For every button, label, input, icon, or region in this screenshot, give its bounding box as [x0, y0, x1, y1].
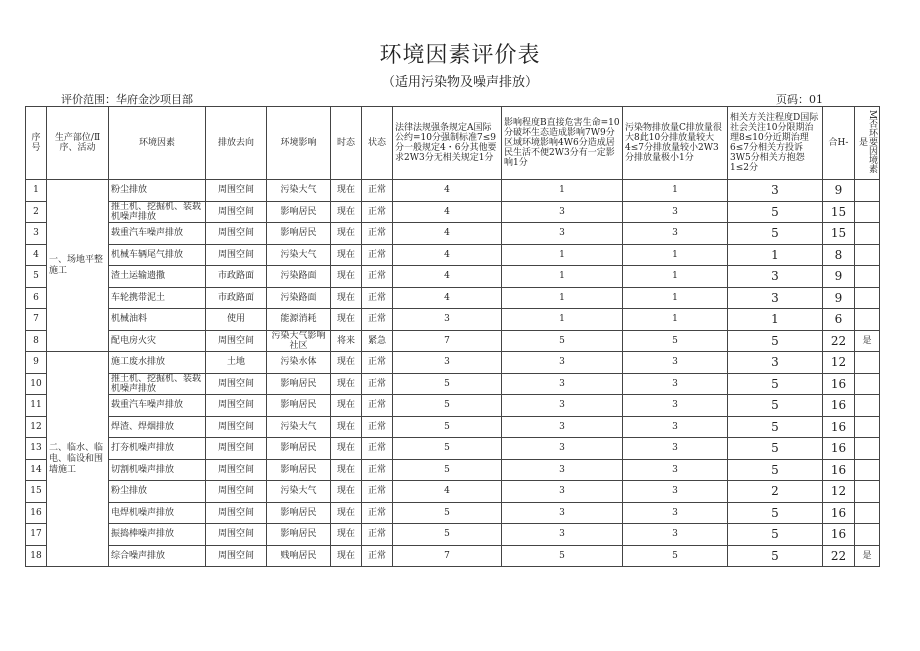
score-total: 8: [823, 244, 855, 266]
score-d: 1: [728, 244, 823, 266]
env-impact: 能源消耗: [267, 309, 331, 331]
score-b: 1: [502, 309, 623, 331]
header-criterion-b: 影响程度B直接危害生命=10分破坏生态造成影响7W9分区域环境影响4W6分造成居民生活不便2W3分有一定影响1分: [502, 107, 623, 180]
score-c: 3: [623, 395, 728, 417]
env-factor: 粉尘排放: [109, 481, 206, 503]
score-total: 16: [823, 502, 855, 524]
score-total: 9: [823, 287, 855, 309]
score-c: 3: [623, 373, 728, 395]
score-b: 3: [502, 459, 623, 481]
env-impact: 影响居民: [267, 524, 331, 546]
significant-flag: [855, 481, 880, 503]
score-d: 3: [728, 287, 823, 309]
score-d: 5: [728, 459, 823, 481]
row-number: 7: [26, 309, 47, 331]
state: 正常: [362, 438, 393, 460]
tense: 现在: [331, 502, 362, 524]
score-total: 16: [823, 373, 855, 395]
header-row: [26, 107, 880, 180]
tense: 现在: [331, 223, 362, 245]
score-c: 5: [623, 545, 728, 567]
tense: 现在: [331, 180, 362, 202]
tense: 现在: [331, 201, 362, 223]
score-d: 5: [728, 438, 823, 460]
significant-flag: 是: [855, 330, 880, 352]
group-label: 二、临水、临电、临设和围墙施工: [47, 352, 109, 567]
significant-flag: [855, 459, 880, 481]
env-factor: 粉尘排放: [109, 180, 206, 202]
tense: 现在: [331, 545, 362, 567]
score-d: 1: [728, 309, 823, 331]
state: 正常: [362, 395, 393, 417]
discharge-direction: 周围空间: [206, 201, 267, 223]
tense: 现在: [331, 287, 362, 309]
score-c: 3: [623, 223, 728, 245]
env-factor: 配电房火灾: [109, 330, 206, 352]
score-a: 5: [393, 373, 502, 395]
score-d: 3: [728, 180, 823, 202]
significant-flag: [855, 395, 880, 417]
state: 正常: [362, 459, 393, 481]
score-b: 3: [502, 223, 623, 245]
score-total: 16: [823, 395, 855, 417]
score-a: 4: [393, 201, 502, 223]
discharge-direction: 周围空间: [206, 395, 267, 417]
discharge-direction: 土地: [206, 352, 267, 374]
score-c: 1: [623, 309, 728, 331]
score-total: 12: [823, 481, 855, 503]
header-part: 生产部位/Ⅱ序、活动: [47, 107, 109, 180]
significant-flag: [855, 502, 880, 524]
score-total: 15: [823, 201, 855, 223]
score-a: 5: [393, 416, 502, 438]
env-impact: 影响居民: [267, 395, 331, 417]
env-impact: 影响居民: [267, 438, 331, 460]
row-number: 4: [26, 244, 47, 266]
score-c: 3: [623, 352, 728, 374]
score-a: 5: [393, 459, 502, 481]
tense: 现在: [331, 244, 362, 266]
table-row: [26, 287, 880, 309]
score-d: 5: [728, 524, 823, 546]
discharge-direction: 周围空间: [206, 180, 267, 202]
env-factor: 载重汽车噪声排放: [109, 223, 206, 245]
significant-flag: [855, 223, 880, 245]
score-d: 5: [728, 330, 823, 352]
row-number: 12: [26, 416, 47, 438]
page-number: 页码：01: [776, 93, 823, 106]
table-row: [26, 309, 880, 331]
env-factor: 施工废水排放: [109, 352, 206, 374]
score-c: 1: [623, 180, 728, 202]
row-number: 17: [26, 524, 47, 546]
score-a: 4: [393, 481, 502, 503]
score-total: 6: [823, 309, 855, 331]
header-criterion-a: 法律法规强条规定A国际公约=10分强制标准7≤9分一般规定4・6分其他要求2W3分无相关规定1分: [393, 107, 502, 180]
row-number: 6: [26, 287, 47, 309]
env-impact: 污染水体: [267, 352, 331, 374]
env-factor: 综合噪声排放: [109, 545, 206, 567]
discharge-direction: 市政路面: [206, 266, 267, 288]
score-a: 4: [393, 244, 502, 266]
score-a: 7: [393, 545, 502, 567]
env-factor: 推土机、挖掘机、装载机噪声排放: [109, 373, 206, 395]
state: 正常: [362, 266, 393, 288]
row-number: 18: [26, 545, 47, 567]
significant-flag: [855, 416, 880, 438]
score-a: 5: [393, 524, 502, 546]
discharge-direction: 周围空间: [206, 502, 267, 524]
score-total: 16: [823, 416, 855, 438]
tense: 现在: [331, 438, 362, 460]
env-factor: 渣土运输遗撒: [109, 266, 206, 288]
table-row: [26, 416, 880, 438]
discharge-direction: 周围空间: [206, 524, 267, 546]
state: 正常: [362, 309, 393, 331]
table-body: [26, 180, 880, 567]
row-number: 11: [26, 395, 47, 417]
env-impact: 影响居民: [267, 373, 331, 395]
score-c: 3: [623, 201, 728, 223]
scope-label: 评价范围：华府金沙项目部: [61, 93, 193, 106]
tense: 将来: [331, 330, 362, 352]
significant-flag: [855, 244, 880, 266]
score-b: 3: [502, 416, 623, 438]
tense: 现在: [331, 373, 362, 395]
env-factor: 推土机、挖掘机、装载机噪声排放: [109, 201, 206, 223]
env-impact: 影响居民: [267, 223, 331, 245]
discharge-direction: 周围空间: [206, 223, 267, 245]
state: 正常: [362, 373, 393, 395]
row-number: 8: [26, 330, 47, 352]
table-row: [26, 244, 880, 266]
env-impact: 污染大气: [267, 481, 331, 503]
score-d: 5: [728, 416, 823, 438]
env-factor: 焊渣、焊烟排放: [109, 416, 206, 438]
score-d: 5: [728, 223, 823, 245]
state: 正常: [362, 287, 393, 309]
discharge-direction: 周围空间: [206, 373, 267, 395]
group-label: 一、场地平整施工: [47, 180, 109, 352]
header-direction: 排放去向: [206, 107, 267, 180]
env-impact: 污染大气: [267, 180, 331, 202]
score-a: 4: [393, 180, 502, 202]
table-row: [26, 201, 880, 223]
score-c: 3: [623, 481, 728, 503]
score-total: 16: [823, 438, 855, 460]
score-a: 5: [393, 502, 502, 524]
score-a: 3: [393, 352, 502, 374]
significant-flag: [855, 287, 880, 309]
table-row: [26, 223, 880, 245]
significant-flag: [855, 201, 880, 223]
header-significant-label: M否环要因境素是: [857, 109, 877, 174]
env-impact: 污染路面: [267, 266, 331, 288]
score-total: 22: [823, 330, 855, 352]
row-number: 16: [26, 502, 47, 524]
score-total: 16: [823, 459, 855, 481]
discharge-direction: 周围空间: [206, 481, 267, 503]
tense: 现在: [331, 459, 362, 481]
row-number: 2: [26, 201, 47, 223]
env-factor: 机械油料: [109, 309, 206, 331]
score-b: 3: [502, 524, 623, 546]
score-b: 5: [502, 330, 623, 352]
score-c: 5: [623, 330, 728, 352]
env-impact: 污染大气影响社区: [267, 330, 331, 352]
significant-flag: [855, 524, 880, 546]
header-impact: 环境影响: [267, 107, 331, 180]
env-impact: 影响居民: [267, 201, 331, 223]
env-impact: 污染大气: [267, 416, 331, 438]
state: 正常: [362, 502, 393, 524]
env-factor: 打夯机噪声排放: [109, 438, 206, 460]
env-impact: 污染大气: [267, 244, 331, 266]
header-seq: 序号: [26, 107, 47, 180]
table-row: [26, 266, 880, 288]
score-b: 1: [502, 266, 623, 288]
tense: 现在: [331, 416, 362, 438]
score-total: 9: [823, 266, 855, 288]
score-d: 5: [728, 545, 823, 567]
table-row: [26, 330, 880, 352]
row-number: 1: [26, 180, 47, 202]
tense: 现在: [331, 524, 362, 546]
state: 正常: [362, 180, 393, 202]
env-factor: 振捣棒噪声排放: [109, 524, 206, 546]
env-factor: 电焊机噪声排放: [109, 502, 206, 524]
score-a: 7: [393, 330, 502, 352]
evaluation-table: [25, 106, 880, 567]
score-b: 1: [502, 287, 623, 309]
score-d: 5: [728, 502, 823, 524]
table-row: [26, 352, 880, 374]
row-number: 5: [26, 266, 47, 288]
score-b: 3: [502, 438, 623, 460]
tense: 现在: [331, 481, 362, 503]
score-d: 3: [728, 352, 823, 374]
score-total: 12: [823, 352, 855, 374]
score-c: 3: [623, 502, 728, 524]
significant-flag: 是: [855, 545, 880, 567]
env-impact: 污染路面: [267, 287, 331, 309]
env-factor: 载重汽车噪声排放: [109, 395, 206, 417]
state: 正常: [362, 416, 393, 438]
score-b: 3: [502, 395, 623, 417]
score-total: 16: [823, 524, 855, 546]
score-c: 1: [623, 244, 728, 266]
env-impact: 影响居民: [267, 502, 331, 524]
table-row: [26, 502, 880, 524]
score-total: 22: [823, 545, 855, 567]
score-b: 1: [502, 244, 623, 266]
env-factor: 切割机噪声排放: [109, 459, 206, 481]
table-row: [26, 524, 880, 546]
table-row: [26, 395, 880, 417]
score-total: 9: [823, 180, 855, 202]
row-number: 14: [26, 459, 47, 481]
page-title: 环境因素评价表: [379, 43, 541, 68]
score-d: 2: [728, 481, 823, 503]
score-b: 3: [502, 201, 623, 223]
state: 正常: [362, 201, 393, 223]
score-c: 1: [623, 287, 728, 309]
state: 正常: [362, 481, 393, 503]
row-number: 3: [26, 223, 47, 245]
score-d: 5: [728, 373, 823, 395]
discharge-direction: 周围空间: [206, 438, 267, 460]
table-row: [26, 481, 880, 503]
env-impact: 影响居民: [267, 459, 331, 481]
row-number: 13: [26, 438, 47, 460]
row-number: 9: [26, 352, 47, 374]
significant-flag: [855, 352, 880, 374]
discharge-direction: 市政路面: [206, 287, 267, 309]
env-impact: 贱响居民: [267, 545, 331, 567]
significant-flag: [855, 266, 880, 288]
tense: 现在: [331, 395, 362, 417]
score-c: 1: [623, 266, 728, 288]
discharge-direction: 使用: [206, 309, 267, 331]
score-b: 3: [502, 373, 623, 395]
score-a: 4: [393, 223, 502, 245]
header-state: 状态: [362, 107, 393, 180]
state: 正常: [362, 352, 393, 374]
table-row: [26, 373, 880, 395]
significant-flag: [855, 309, 880, 331]
header-significant: [855, 107, 880, 180]
score-b: 5: [502, 545, 623, 567]
header-factor: 环境因素: [109, 107, 206, 180]
score-b: 3: [502, 481, 623, 503]
score-b: 1: [502, 180, 623, 202]
table-row: [26, 545, 880, 567]
table-row: [26, 180, 880, 202]
header-tense: 时态: [331, 107, 362, 180]
score-a: 4: [393, 266, 502, 288]
score-c: 3: [623, 524, 728, 546]
tense: 现在: [331, 309, 362, 331]
header-criterion-c: 污染物排放量C排放量很大8此10分排放量较大4≤7分排放量较小2W3分排放量极小1分: [623, 107, 728, 180]
page-subtitle: （适用污染物及噪声排放）: [381, 75, 538, 90]
discharge-direction: 周围空间: [206, 416, 267, 438]
env-factor: 车轮携带泥土: [109, 287, 206, 309]
score-a: 3: [393, 309, 502, 331]
score-b: 3: [502, 502, 623, 524]
significant-flag: [855, 373, 880, 395]
tense: 现在: [331, 352, 362, 374]
score-c: 3: [623, 459, 728, 481]
discharge-direction: 周围空间: [206, 330, 267, 352]
score-d: 3: [728, 266, 823, 288]
score-c: 3: [623, 416, 728, 438]
tense: 现在: [331, 266, 362, 288]
significant-flag: [855, 180, 880, 202]
state: 紧急: [362, 330, 393, 352]
score-d: 5: [728, 395, 823, 417]
score-a: 5: [393, 438, 502, 460]
state: 正常: [362, 545, 393, 567]
score-d: 5: [728, 201, 823, 223]
score-b: 3: [502, 352, 623, 374]
table-row: [26, 438, 880, 460]
header-total: 合H-: [823, 107, 855, 180]
env-factor: 机械车辆尾气排放: [109, 244, 206, 266]
score-a: 4: [393, 287, 502, 309]
state: 正常: [362, 223, 393, 245]
discharge-direction: 周围空间: [206, 545, 267, 567]
score-a: 5: [393, 395, 502, 417]
score-total: 15: [823, 223, 855, 245]
state: 正常: [362, 524, 393, 546]
score-c: 3: [623, 438, 728, 460]
discharge-direction: 周围空间: [206, 459, 267, 481]
header-criterion-d: 相关方关注程度D国际社会关注10分限期治理8≤10分近期治理6≤7分相关方投诉3W5分相关方抱怨1≤2分: [728, 107, 823, 180]
significant-flag: [855, 438, 880, 460]
table-row: [26, 459, 880, 481]
state: 正常: [362, 244, 393, 266]
row-number: 15: [26, 481, 47, 503]
row-number: 10: [26, 373, 47, 395]
discharge-direction: 周围空间: [206, 244, 267, 266]
